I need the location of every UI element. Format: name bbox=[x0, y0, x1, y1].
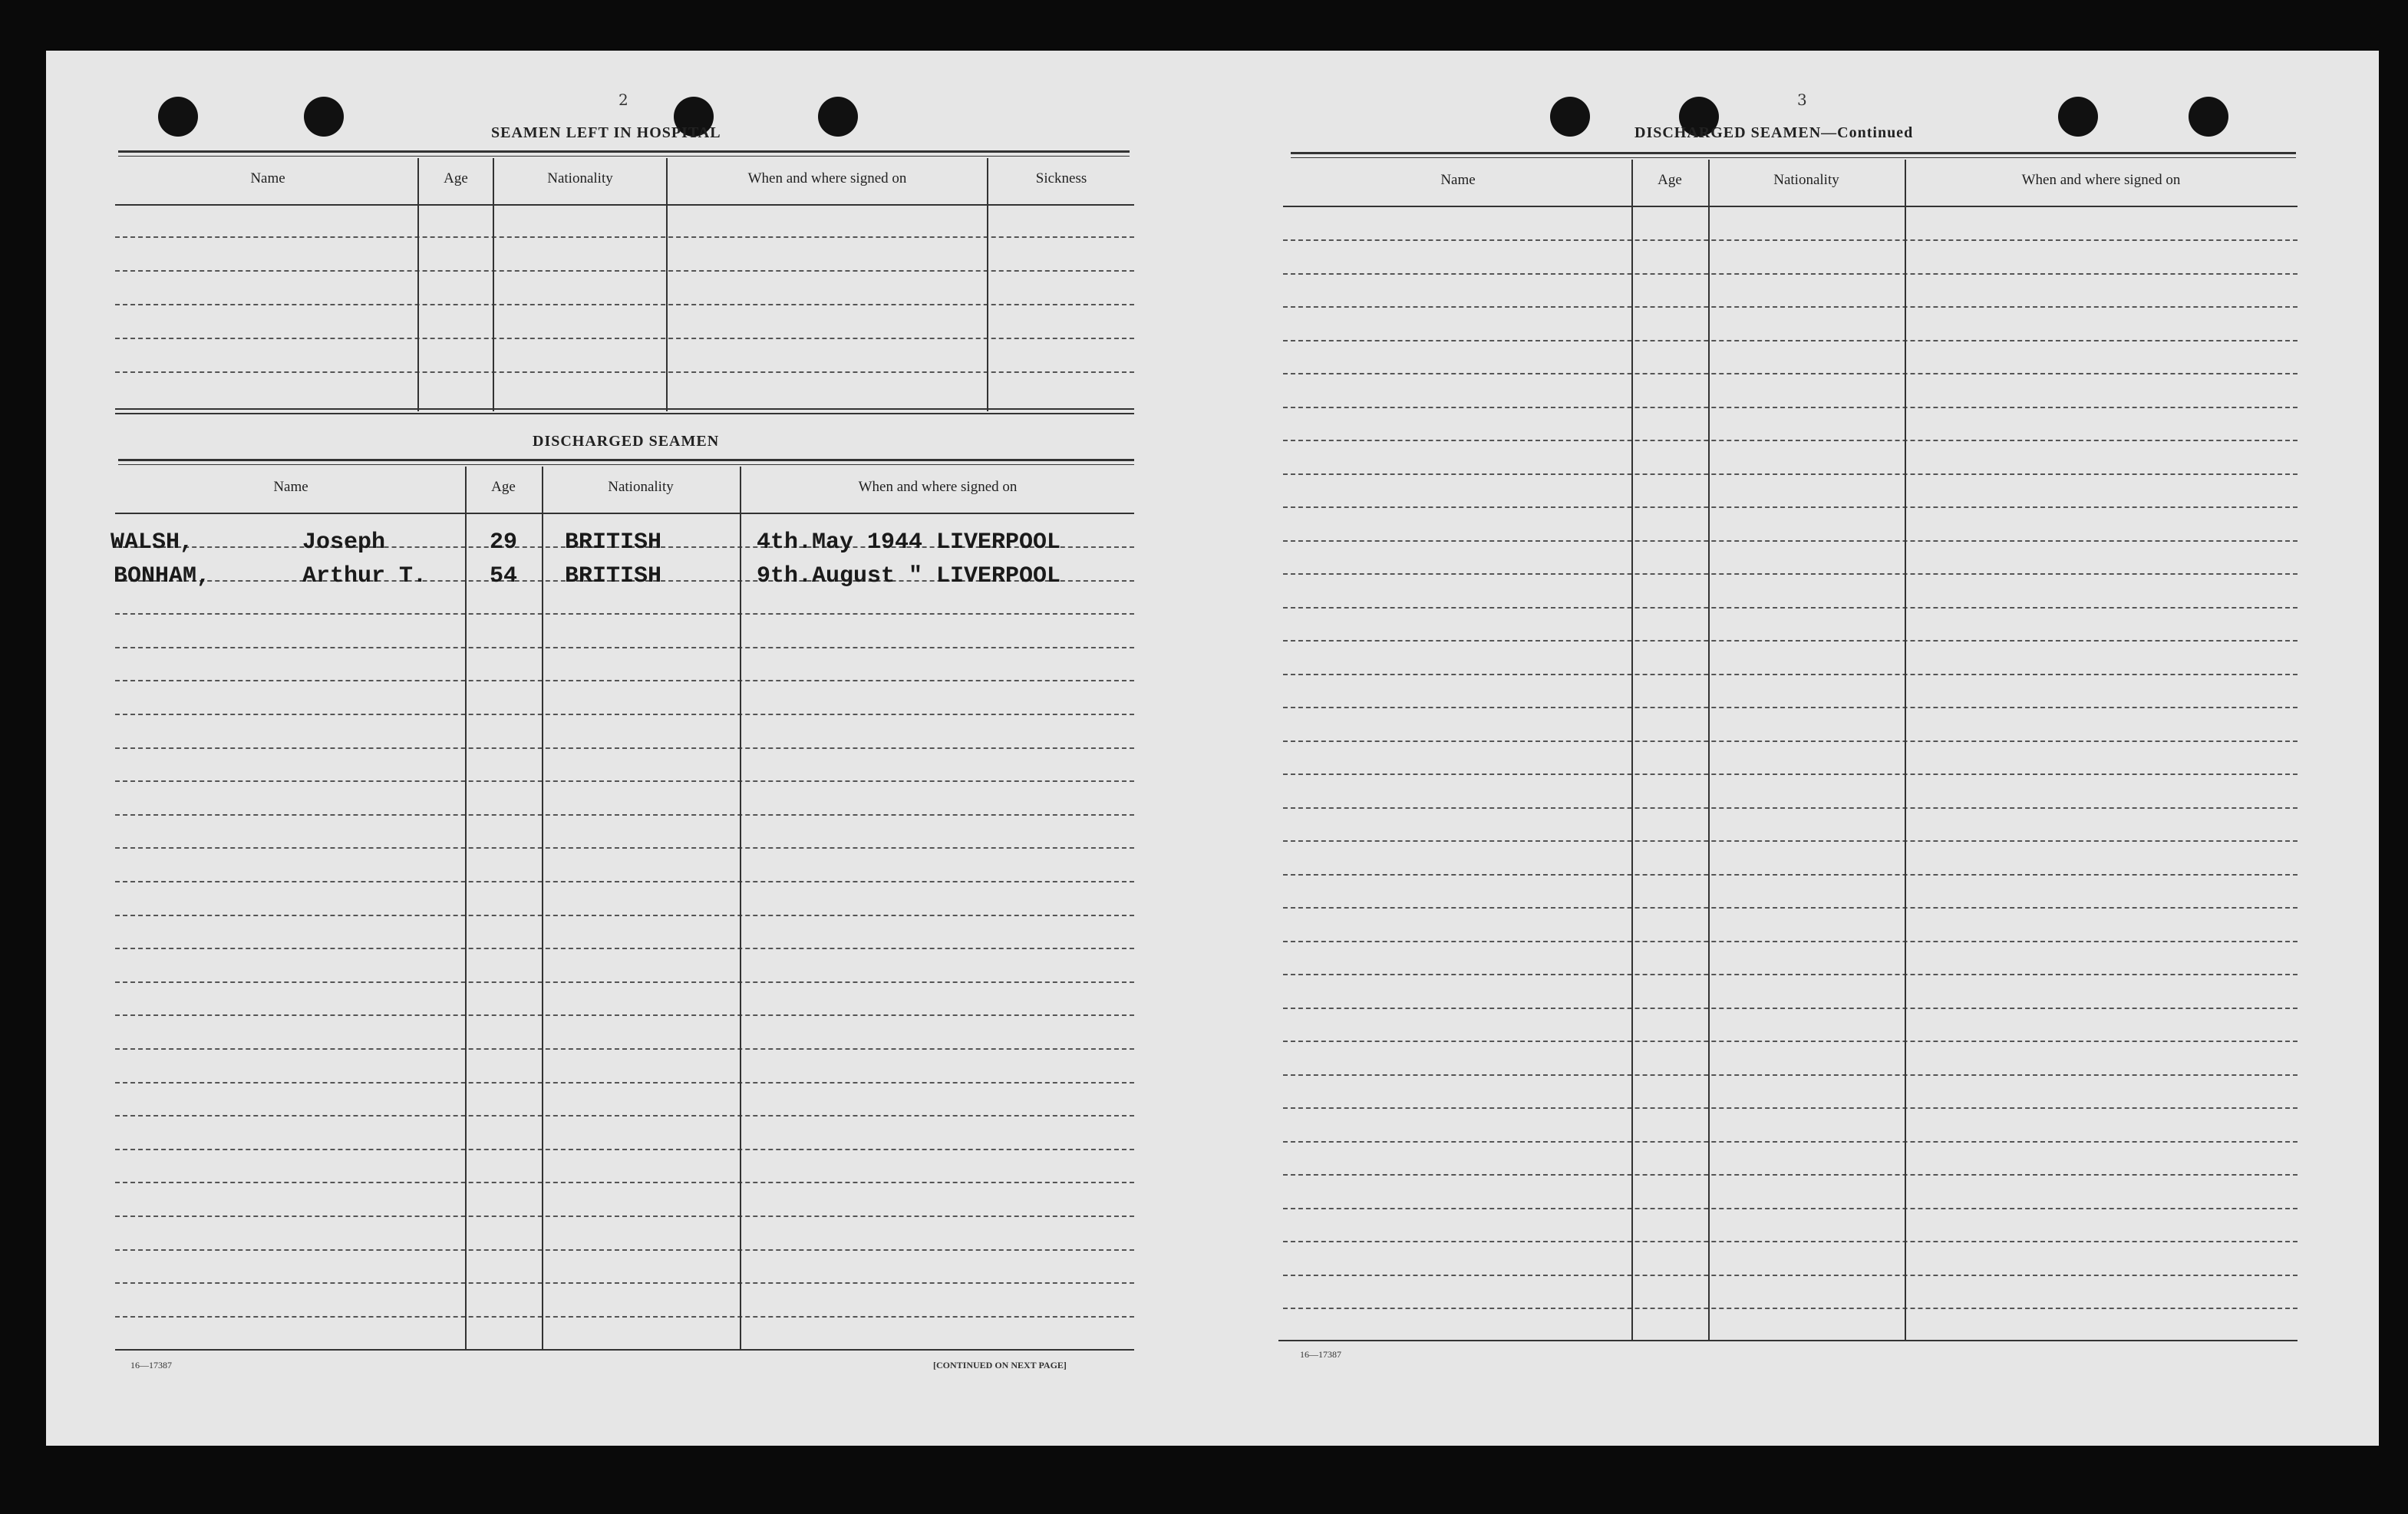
punch-hole bbox=[1550, 97, 1590, 137]
ruled-line bbox=[1283, 807, 2297, 809]
ruled-line bbox=[115, 1115, 1134, 1117]
page-number-right: 3 bbox=[1797, 91, 1807, 109]
punch-hole bbox=[304, 97, 344, 137]
right-title-continued: —Continued bbox=[1821, 124, 1914, 141]
ruled-line bbox=[115, 1149, 1134, 1150]
seaman-given-name: Joseph bbox=[302, 529, 386, 556]
hospital-top-rule bbox=[118, 150, 1130, 157]
ruled-line bbox=[1283, 907, 2297, 909]
discharged-bottom-rule bbox=[115, 1349, 1134, 1351]
ruled-line bbox=[115, 814, 1134, 816]
ruled-line bbox=[1283, 1107, 2297, 1109]
ruled-line bbox=[115, 981, 1134, 983]
continued-note: [CONTINUED ON NEXT PAGE] bbox=[933, 1360, 1067, 1371]
discharged-top-rule bbox=[118, 459, 1134, 465]
seaman-signed-on: 9th.August " LIVERPOOL bbox=[757, 563, 1061, 589]
discharged-col-age: Age bbox=[491, 479, 516, 495]
right-title-main: DISCHARGED SEAMEN bbox=[1634, 124, 1822, 141]
ruled-line bbox=[1283, 840, 2297, 842]
ruled-line bbox=[115, 1048, 1134, 1050]
ruled-line bbox=[1283, 340, 2297, 341]
hospital-divider bbox=[493, 158, 494, 411]
punch-hole bbox=[2058, 97, 2098, 137]
ruled-line bbox=[115, 613, 1134, 615]
hospital-line bbox=[115, 371, 1134, 373]
ruled-line bbox=[115, 1215, 1134, 1217]
right-col-nationality: Nationality bbox=[1773, 172, 1839, 188]
discharged-header-rule bbox=[115, 513, 1134, 514]
ruled-line bbox=[1283, 707, 2297, 708]
seaman-surname: WALSH, bbox=[111, 529, 194, 556]
ruled-line bbox=[115, 647, 1134, 648]
hospital-line bbox=[115, 304, 1134, 305]
page-number-left: 2 bbox=[618, 91, 628, 109]
right-top-rule bbox=[1291, 152, 2296, 158]
right-title bbox=[1634, 124, 1913, 142]
ruled-line bbox=[1283, 941, 2297, 942]
ruled-line bbox=[1283, 874, 2297, 876]
ruled-line bbox=[1283, 273, 2297, 275]
ruled-line bbox=[1283, 1174, 2297, 1176]
ruled-line bbox=[1283, 741, 2297, 742]
ruled-line bbox=[1283, 540, 2297, 542]
ledger-sheet bbox=[46, 51, 2379, 1446]
ruled-line bbox=[1283, 1008, 2297, 1009]
seaman-age: 54 bbox=[490, 563, 518, 589]
hospital-col-nationality: Nationality bbox=[547, 170, 613, 186]
right-divider bbox=[1631, 160, 1633, 1341]
ruled-line bbox=[115, 847, 1134, 849]
ruled-line bbox=[115, 1282, 1134, 1284]
discharged-col-nationality: Nationality bbox=[608, 479, 674, 495]
right-col-age: Age bbox=[1658, 172, 1682, 188]
ruled-line bbox=[115, 680, 1134, 681]
ruled-line bbox=[115, 915, 1134, 916]
seaman-given-name: Arthur T. bbox=[302, 563, 427, 589]
right-header-rule bbox=[1283, 206, 2297, 207]
form-number-right: 16—17387 bbox=[1300, 1349, 1341, 1360]
ruled-line bbox=[115, 881, 1134, 882]
ruled-line bbox=[115, 747, 1134, 749]
hospital-col-signed-on: When and where signed on bbox=[747, 170, 907, 186]
ruled-line bbox=[1283, 440, 2297, 441]
hospital-col-age: Age bbox=[444, 170, 468, 186]
hospital-header-rule bbox=[115, 204, 1134, 206]
hospital-line bbox=[115, 236, 1134, 238]
punch-hole bbox=[158, 97, 198, 137]
discharged-col-signed-on: When and where signed on bbox=[858, 479, 1018, 495]
punch-hole bbox=[818, 97, 858, 137]
ruled-line bbox=[1283, 239, 2297, 241]
hospital-col-name: Name bbox=[250, 170, 285, 186]
ruled-line bbox=[1283, 640, 2297, 642]
ruled-line bbox=[115, 1082, 1134, 1084]
ruled-line bbox=[115, 714, 1134, 715]
ruled-line bbox=[1283, 407, 2297, 408]
right-col-signed-on: When and where signed on bbox=[2021, 172, 2181, 188]
seaman-signed-on: 4th.May 1944 LIVERPOOL bbox=[757, 529, 1061, 556]
ruled-line bbox=[1283, 1141, 2297, 1143]
ruled-line bbox=[1283, 1308, 2297, 1309]
ruled-line bbox=[115, 1014, 1134, 1016]
right-divider bbox=[1708, 160, 1710, 1341]
discharged-col-name: Name bbox=[273, 479, 308, 495]
hospital-bottom-rule bbox=[115, 408, 1134, 410]
ruled-line bbox=[1283, 1041, 2297, 1042]
ruled-line bbox=[1283, 506, 2297, 508]
ruled-line bbox=[1283, 473, 2297, 475]
ruled-line bbox=[1283, 607, 2297, 609]
seaman-age: 29 bbox=[490, 529, 518, 556]
hospital-bottom-rule-2 bbox=[115, 413, 1134, 414]
ruled-line bbox=[1283, 1275, 2297, 1276]
discharged-divider bbox=[542, 467, 543, 1351]
hospital-col-sickness: Sickness bbox=[1035, 170, 1087, 186]
ruled-line bbox=[115, 1316, 1134, 1318]
punch-hole bbox=[2189, 97, 2228, 137]
ruled-line bbox=[115, 1249, 1134, 1251]
hospital-line bbox=[115, 270, 1134, 272]
discharged-divider bbox=[740, 467, 741, 1351]
seaman-nationality: BRITISH bbox=[565, 563, 662, 589]
ruled-line bbox=[1283, 674, 2297, 675]
ruled-line bbox=[1283, 373, 2297, 374]
seaman-surname: BONHAM, bbox=[114, 563, 211, 589]
ruled-line bbox=[1283, 1208, 2297, 1209]
ruled-line bbox=[1283, 1241, 2297, 1242]
discharged-divider bbox=[465, 467, 467, 1351]
hospital-divider bbox=[987, 158, 988, 411]
seaman-nationality: BRITISH bbox=[565, 529, 662, 556]
ruled-line bbox=[1283, 1074, 2297, 1076]
ruled-line bbox=[1283, 573, 2297, 575]
right-divider bbox=[1905, 160, 1906, 1341]
ruled-line bbox=[115, 948, 1134, 949]
ruled-line bbox=[1283, 974, 2297, 975]
hospital-line bbox=[115, 338, 1134, 339]
ruled-line bbox=[115, 1182, 1134, 1183]
right-bottom-rule bbox=[1278, 1340, 2297, 1341]
ruled-line bbox=[115, 780, 1134, 782]
ruled-line bbox=[1283, 306, 2297, 308]
ruled-line bbox=[1283, 773, 2297, 775]
hospital-divider bbox=[666, 158, 668, 411]
form-number-left: 16—17387 bbox=[130, 1360, 172, 1371]
hospital-divider bbox=[417, 158, 419, 411]
hospital-title: SEAMEN LEFT IN HOSPITAL bbox=[491, 124, 721, 141]
right-col-name: Name bbox=[1440, 172, 1476, 188]
discharged-title: DISCHARGED SEAMEN bbox=[533, 433, 720, 450]
